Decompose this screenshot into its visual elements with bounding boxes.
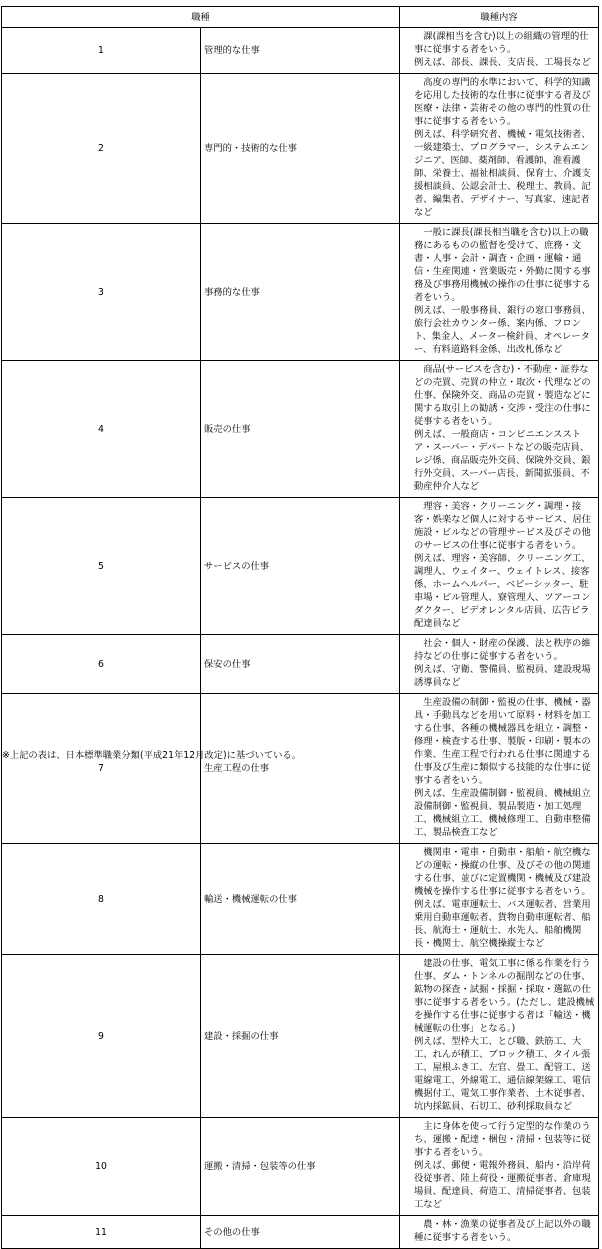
row-number: 5 bbox=[2, 498, 201, 635]
job-type-name: 事務的な仕事 bbox=[201, 224, 400, 361]
examples-text: 例えば、郵便・電報外務員、船内・沿岸荷役従事者、陸上荷役・運搬従事者、倉庫現場員、配達員、荷造工、清掃従事者、包装工など bbox=[414, 1160, 591, 1210]
footnote: ※上記の表は、日本標準職業分類(平成21年12月改定)に基づいている。 bbox=[2, 750, 302, 761]
description-text: 商品(サービスを含む)・不動産・証券などの売買、売買の仲立・取次・代理などの仕事、保険外交、商品の売買・製造などに関する取引上の勧誘・交渉・受注の仕事に従事する者をいう。 bbox=[414, 364, 591, 427]
job-description bbox=[400, 74, 599, 224]
row-number: 8 bbox=[2, 844, 201, 955]
description-text: 高度の専門的水準において、科学的知識を応用した技術的な仕事に従事する者及び医療・法律・芸術その他の専門的性質の仕事に従事する者をいう。 bbox=[414, 77, 591, 127]
table-row bbox=[2, 361, 599, 498]
row-number: 3 bbox=[2, 224, 201, 361]
examples-text: 例えば、一般商店・コンビニエンスストア・スーパー・デパートなどの販売店員、レジ係、商品販売外交員、保険外交員、銀行外交員、スーパー店長、新聞拡張員、不動産仲介人など bbox=[414, 429, 591, 492]
examples-text: 例えば、型枠大工、とび職、鉄筋工、大工、れんが積工、ブロック積工、タイル張工、屋根ふき工、左官、畳工、配管工、送電線電工、外線電工、通信線架線工、電信機据付工、電気工事作業者、土木従事者、坑内採鉱員、石切工、砂利採取員など bbox=[414, 1036, 591, 1112]
job-description bbox=[400, 694, 599, 844]
table-row bbox=[2, 635, 599, 694]
job-description bbox=[400, 361, 599, 498]
description-text: 一般に課長(課長相当職を含む)以上の職務にあるものの監督を受けて、庶務・文書・人事・会計・調査・企画・運輸・通信・生産関連・営業販売・外勤に関する事務及び事務用機械の操作の仕事に従事する者をいう。 bbox=[414, 227, 591, 303]
job-category-table bbox=[1, 6, 599, 1249]
description-text: 課(課相当を含む)以上の組織の管理的仕事に従事する者をいう。 bbox=[414, 31, 589, 55]
table-row bbox=[2, 1118, 599, 1216]
row-number: 1 bbox=[2, 28, 201, 74]
table-row bbox=[2, 74, 599, 224]
table-header-row bbox=[2, 7, 599, 28]
description-text: 生産設備の制御・監視の仕事、機械・器具・手動具などを用いて原料・材料を加工する仕事、各種の機械器具を組立・調整・修理・検査する仕事、製版・印刷・製本の作業、生産工程で行われる仕事に関連する仕事及び生産に類似する技能的な仕事に従事する者をいう。 bbox=[414, 697, 591, 786]
job-type-name: 生産工程の仕事 bbox=[201, 694, 400, 844]
job-description bbox=[400, 498, 599, 635]
header-job-description: 職種内容 bbox=[400, 7, 599, 28]
row-number: 10 bbox=[2, 1118, 201, 1216]
description-text: 農・林・漁業の従事者及び上記以外の職種に従事する者をいう。 bbox=[414, 1219, 591, 1243]
row-number: 7 bbox=[2, 694, 201, 844]
job-type-name: 運搬・清掃・包装等の仕事 bbox=[201, 1118, 400, 1216]
job-type-name: 建設・採掘の仕事 bbox=[201, 955, 400, 1118]
description-text: 建設の仕事、電気工事に係る作業を行う仕事、ダム・トンネルの掘削などの仕事、鉱物の探査・試掘・採掘・採取・選鉱の仕事に従事する者をいう。(ただし、建設機械を操作する仕事に従事する者は「輸送・機械運転の仕事」となる。) bbox=[414, 958, 595, 1034]
row-number: 11 bbox=[2, 1216, 201, 1249]
description-text: 理容・美容・クリーニング・調理・接客・娯楽など個人に対するサービス、居住施設・ビルなどの管理サービス及びその他のサービスの仕事に従事する者をいう。 bbox=[414, 501, 591, 551]
table-row bbox=[2, 224, 599, 361]
job-type-name: その他の仕事 bbox=[201, 1216, 400, 1249]
examples-text: 例えば、部長、課長、支店長、工場長など bbox=[414, 57, 591, 68]
examples-text: 例えば、理容・美容師、クリーニング工、調理人、ウェイター、ウェイトレス、接客係、ホームヘルパー、ベビーシッター、駐車場・ビル管理人、寮管理人、ツアーコンダクター、ビデオレンタル店員、広告ビラ配達員など bbox=[414, 553, 591, 629]
job-type-name: 管理的な仕事 bbox=[201, 28, 400, 74]
examples-text: 例えば、電車運転士、バス運転者、営業用乗用自動車運転者、貨物自動車運転者、船長、航海士・運航士、水先人、船舶機関長・機関士、航空機操縦士など bbox=[414, 899, 591, 949]
table-row bbox=[2, 28, 599, 74]
row-number: 9 bbox=[2, 955, 201, 1118]
table-row bbox=[2, 694, 599, 844]
job-type-name: 販売の仕事 bbox=[201, 361, 400, 498]
examples-text: 例えば、守衛、警備員、監視員、建設現場誘導員など bbox=[414, 664, 591, 688]
job-description bbox=[400, 844, 599, 955]
row-number: 6 bbox=[2, 635, 201, 694]
job-description bbox=[400, 28, 599, 74]
table-row bbox=[2, 498, 599, 635]
examples-text: 例えば、一般事務員、銀行の窓口事務員、旅行会社カウンター係、案内係、フロント、集金人、メーター検針員、オペレーター、有料道路料金係、出改札係など bbox=[414, 305, 591, 355]
job-description bbox=[400, 955, 599, 1118]
description-text: 社会・個人・財産の保護、法と秩序の維持などの仕事に従事する者をいう。 bbox=[414, 638, 591, 662]
table-row bbox=[2, 955, 599, 1118]
job-type-name: 保安の仕事 bbox=[201, 635, 400, 694]
job-type-name: 輸送・機械運転の仕事 bbox=[201, 844, 400, 955]
description-text: 機関車・電車・自動車・船舶・航空機などの運転・操縦の仕事、及びその他の関連する仕事、並びに定置機関・機械及び建設機械を操作する仕事に従事する者をいう。 bbox=[414, 847, 591, 897]
job-type-name: サービスの仕事 bbox=[201, 498, 400, 635]
table-body bbox=[2, 28, 599, 1249]
job-description bbox=[400, 224, 599, 361]
row-number: 4 bbox=[2, 361, 201, 498]
examples-text: 例えば、科学研究者、機械・電気技術者、一級建築士、プログラマー、システムエンジニア、医師、薬剤師、看護師、准看護師、栄養士、福祉相談員、保育士、介護支援相談員、公認会計士、税理士、教員、記者、編集者、デザイナー、写真家、速記者など bbox=[414, 129, 591, 218]
description-text: 主に身体を使って行う定型的な作業のうち、運搬・配達・梱包・清掃・包装等に従事する者をいう。 bbox=[414, 1121, 591, 1158]
job-description bbox=[400, 635, 599, 694]
examples-text: 例えば、生産設備制御・監視員、機械組立設備制御・監視員、製品製造・加工処理工、機械組立工、機械修理工、自動車整備工、製品検査工など bbox=[414, 788, 591, 838]
job-description bbox=[400, 1216, 599, 1249]
row-number: 2 bbox=[2, 74, 201, 224]
table-row bbox=[2, 1216, 599, 1249]
table-row bbox=[2, 844, 599, 955]
job-type-name: 専門的・技術的な仕事 bbox=[201, 74, 400, 224]
job-description bbox=[400, 1118, 599, 1216]
header-job-type: 職種 bbox=[2, 7, 400, 28]
